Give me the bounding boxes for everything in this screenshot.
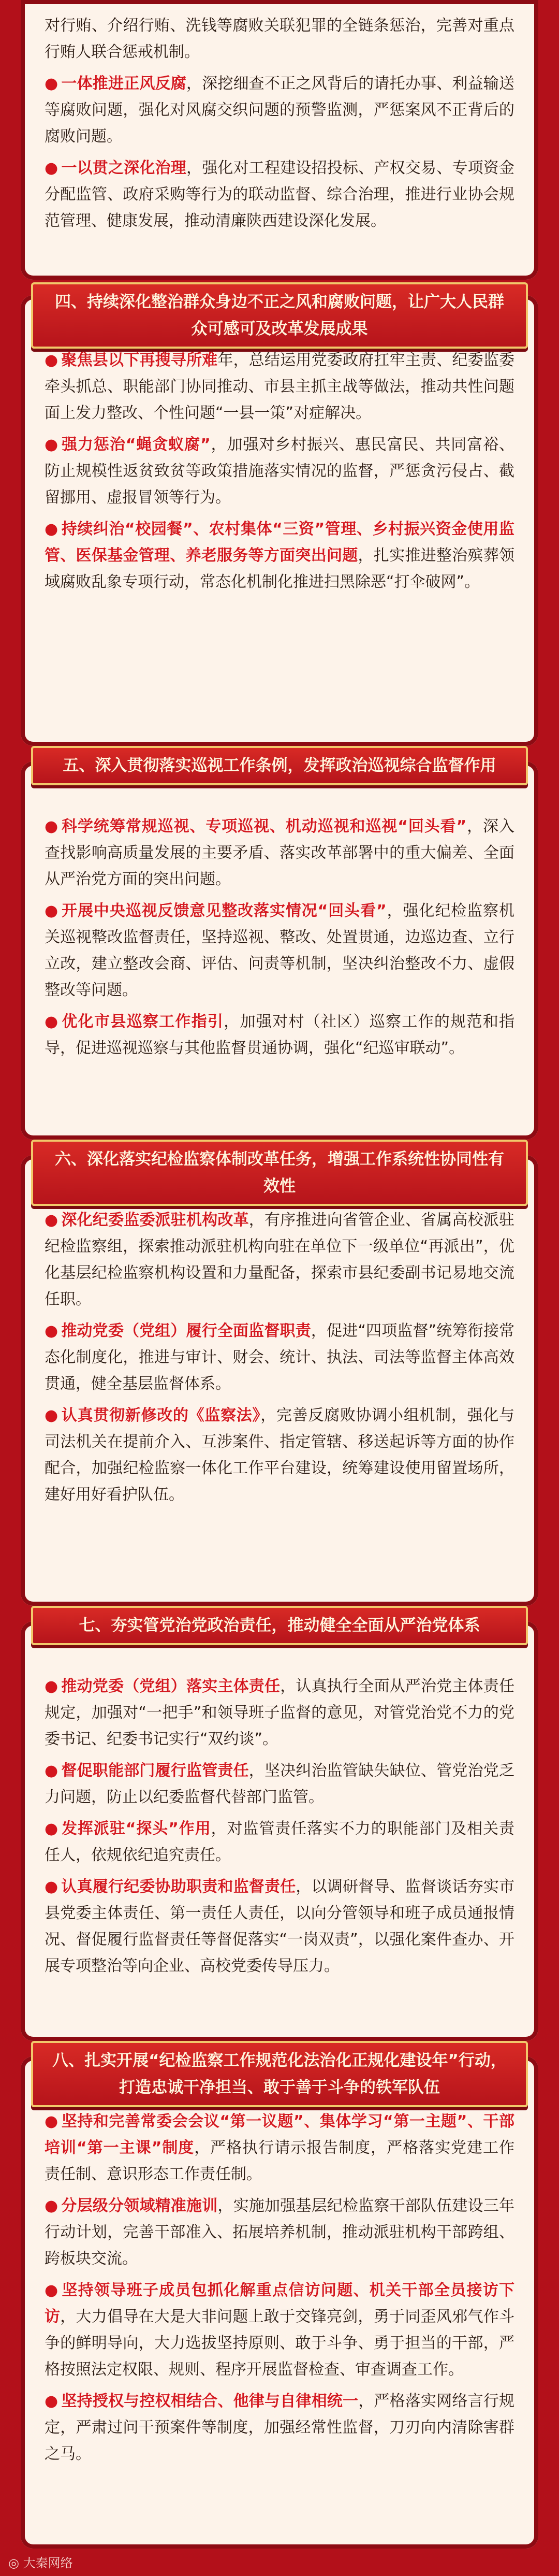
list-item [45,2193,514,2272]
section-3-intro: 对行贿、介绍行贿、洗钱等腐败关联犯罪的全链条惩治，完善对重点行贿人联合惩戒机制。 [45,17,514,61]
bullet-icon: ● [45,1322,58,1340]
section-6-title: 六、深化落实纪检监察体制改革任务，增强工作系统性协同性有效性 [31,1140,528,1206]
item-heading: 优化市县巡察工作指引 [62,1013,224,1031]
logo-icon: ◎ [8,2556,19,2570]
item-text: ，深入查找影响高质量发展的主要矛盾、落实改革部署中的重大偏差、全面从严治党方面的突出问题。 [45,817,514,888]
section-8-title: 八、扎实开展“纪检监察工作规范化法治化正规化建设年”行动，打造忠诚干净担当、敢于善于斗争的铁军队伍 [31,2041,528,2107]
list-item [45,1816,514,1868]
section-7-card [21,1621,538,2041]
item-text: ，实施加强基层纪检监察干部队伍建设三年行动计划，完善干部准入、拓展培养机制，推动派驻机构干部跨组、跨板块交流。 [45,2197,515,2268]
list-item [45,516,514,595]
item-text: ，有序推进向省管企业、省属高校派驻纪检监察组，探索推动派驻机构向驻在单位下一级单位“再派出”，优化基层纪检监察机构设置和力量配备，探索市县纪委副书记易地交流任职。 [45,1211,515,1308]
bullet-icon: ● [45,2392,58,2410]
item-heading: 一以贯之深化治理 [61,159,186,177]
item-text: ，加强对乡村振兴、惠民富民、共同富裕、防止规模性返贫致贫等政策措施落实情况的监督，严惩贪污侵占、截留挪用、虚报冒领等行为。 [45,436,514,507]
item-heading: 督促职能部门履行监管责任 [61,1762,249,1780]
item-text: ，严格落实网络言行规定，严肃过问干预案件等制度，加强经常性监督，刀刃向内清除害群之马。 [45,2392,515,2463]
bullet-icon: ● [45,1677,58,1695]
item-heading: 开展中央巡视反馈意见整改落实情况“回头看” [62,902,387,920]
bullet-icon: ● [45,75,58,93]
list-item [45,1874,514,1979]
bullet-icon: ● [45,817,59,836]
list-item [45,1207,514,1313]
footer-logo [8,2553,73,2571]
item-heading: 坚持领导班子成员包抓化解重点信访问题、机关干部全员接访下访 [45,2281,515,2326]
list-item [45,898,514,1003]
item-heading: 坚持授权与控权相结合、他律与自律相统一 [61,2392,359,2410]
list-item [45,1009,514,1061]
list-item [45,2388,514,2467]
item-heading: 科学统筹常规巡视、专项巡视、机动巡视和巡视“回头看” [62,817,467,836]
list-item [45,70,514,150]
section-3-card [21,0,538,280]
item-heading: 深化纪委监委派驻机构改革 [61,1211,249,1229]
bullet-icon: ● [45,436,59,454]
list-item [45,1318,514,1397]
item-heading: 持续纠治“校园餐”、农村集体“三资”管理、乡村振兴资金使用监管、医保基金管理、养老服务等方面突出问题 [45,520,514,565]
item-text: ，加强对村（社区）巡察工作的规范和指导，促进巡视巡察与其他监督贯通协调，强化“纪巡审联动”。 [45,1013,515,1057]
bullet-icon: ● [45,902,59,920]
bullet-icon: ● [45,159,58,177]
bullet-icon: ● [45,1406,58,1424]
section-7-title: 七、夯实管党治党政治责任，推动健全全面从严治党体系 [31,1606,528,1645]
item-heading: 一体推进正风反腐 [61,75,186,93]
item-heading: 发挥派驻“探头”作用 [62,1820,211,1838]
list-item [45,1673,514,1752]
item-text: ，严格执行请示报告制度，严格落实党建工作责任制、意识形态工作责任制。 [45,2139,515,2183]
section-4-title: 四、持续深化整治群众身边不正之风和腐败问题，让广大人民群众可感可及改革发展成果 [31,282,528,349]
bullet-icon: ● [45,1013,59,1031]
item-text: ，强化纪检监察机关巡视整改监督责任，坚持巡视、整改、处置贯通，边巡边查、立行立改，建立整改会商、评估、问责等机制，坚决纠治整改不力、虚假整改等问题。 [45,902,514,999]
section-5-title: 五、深入贯彻落实巡视工作条例，发挥政治巡视综合监督作用 [31,746,528,785]
item-text: ，坚决纠治监管缺失缺位、管党治党乏力问题，防止以纪委监督代替部门监管。 [45,1762,515,1806]
bullet-icon: ● [45,1878,58,1896]
list-item [45,155,514,234]
item-text: ，完善反腐败协调小组机制，强化与司法机关在提前介入、互涉案件、指定管辖、移送起诉等方面的协作配合，加强纪检监察一体化工作平台建设，统筹建设使用留置场所，建好用好看护队伍。 [45,1406,515,1504]
item-text: ，认真执行全面从严治党主体责任规定，加强对“一把手”和领导班子监督的意见，对管党治党不力的党委书记、纪委书记实行“双约谈”。 [45,1677,515,1748]
item-heading: 聚焦县以下再搜寻所难 [61,351,218,369]
list-item [45,431,514,511]
item-heading: 认真贯彻新修改的《监察法》 [61,1406,261,1424]
section-4-card [21,295,538,746]
bullet-icon: ● [45,351,58,369]
item-text: ，促进“四项监督”统筹衔接常态化制度化，推进与审计、财会、统计、执法、司法等监督主体高效贯通，健全基层监督体系。 [45,1322,515,1393]
item-text: ，扎实推进整治殡葬领域腐败乱象专项行动，常态化机制化推进扫黑除恶“打伞破网”。 [45,546,515,591]
bullet-icon: ● [45,1820,59,1838]
item-heading: 坚持和完善常委会会议“第一议题”、集体学习“第一主题”、干部培训“第一主课”制度 [45,2112,514,2157]
bullet-icon: ● [45,2281,59,2299]
item-text: ，对监管责任落实不力的职能部门及相关责任人，依规依纪追究责任。 [45,1820,514,1864]
item-heading: 推动党委（党组）履行全面监督职责 [61,1322,311,1340]
list-item [45,1758,514,1810]
item-text: 年，总结运用党委政府扛牢主责、纪委监委牵头抓总、职能部门协同推动、市县主抓主战等做法，推动共性问题面上发力整改、个性问题“一县一策”对症解决。 [45,351,515,422]
item-heading: 认真履行纪委协助职责和监督责任 [61,1878,296,1896]
bullet-icon: ● [45,520,58,538]
list-item [45,347,514,426]
list-item [45,813,514,893]
section-6-card [21,1155,538,1606]
item-text: ，以调研督导、监督谈话夯实市县党委主体责任、第一责任人责任，以向分管领导和班子成员通报情况、督促履行监督责任等督促落实“一岗双责”，以强化案件查办、开展专项整治等向企业、高校党委传导压力。 [45,1878,515,1975]
item-text: ，大力倡导在大是大非问题上敢于交锋亮剑，勇于同歪风邪气作斗争的鲜明导向，大力选拔坚持原则、敢于斗争、勇于担当的干部，严格按照法定权限、规则、程序开展监督检查、审查调查工作。 [45,2308,515,2379]
list-item [45,2277,514,2383]
section-3-items [45,70,514,234]
bullet-icon: ● [45,1762,58,1780]
section-8-card [21,2056,538,2549]
item-text: ，深挖细查不正之风背后的请托办事、利益输送等腐败问题，强化对风腐交织问题的预警监测，严惩案风不正背后的腐败问题。 [45,75,515,146]
item-heading: 分层级分领域精准施训 [61,2197,218,2215]
bullet-icon: ● [45,2197,58,2215]
item-heading: 强力惩治“蝇贪蚁腐” [62,436,211,454]
item-text: ，强化对工程建设招投标、产权交易、专项资金分配监管、政府采购等行为的联动监督、综合治理，推进行业协会规范管理、健康发展，推动清廉陕西建设深化发展。 [45,159,515,230]
list-item [45,2108,514,2188]
item-heading: 推动党委（党组）落实主体责任 [61,1677,281,1695]
bullet-icon: ● [45,1211,58,1229]
list-item [45,1402,514,1508]
section-5-card [21,761,538,1140]
bullet-icon: ● [45,2112,58,2131]
logo-text: 大秦网络 [23,2556,73,2570]
